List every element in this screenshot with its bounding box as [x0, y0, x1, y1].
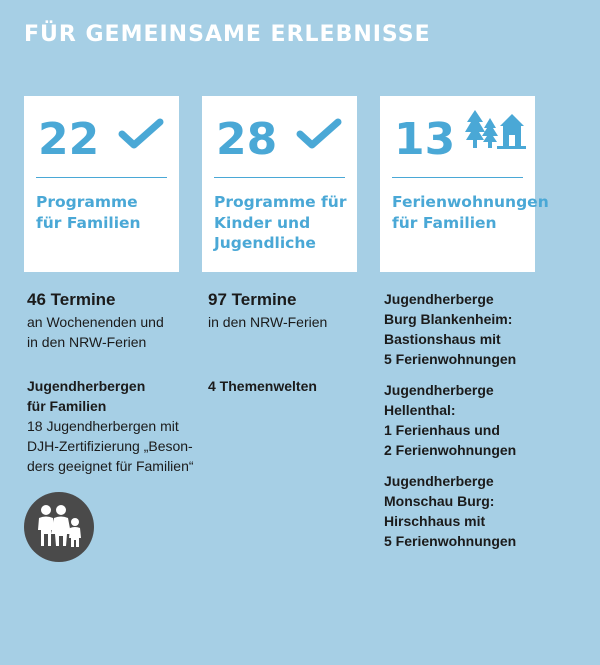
text-line: 2 Ferienwohnungen	[384, 442, 517, 458]
trees-and-house-icon	[464, 108, 526, 150]
card-label-line: für Familien	[36, 213, 141, 232]
card-label-line: Programme	[36, 193, 138, 211]
text-line: ders geeignet für Familien“	[27, 458, 194, 474]
text-line: Jugendherberge	[384, 473, 494, 489]
column-kinder	[208, 289, 378, 396]
text-line: Jugendherberge	[384, 382, 494, 398]
card-kinder-programme	[202, 96, 357, 272]
divider	[36, 177, 167, 178]
termine-text	[27, 312, 202, 352]
termine-heading: 46 Termine	[27, 290, 116, 309]
column-ferienwohnungen	[384, 289, 594, 551]
card-label-line: Jugendliche	[214, 234, 316, 252]
text-line: 18 Jugendherbergen mit	[27, 418, 179, 434]
checkmark-icon	[296, 118, 342, 150]
text-line: Bastionshaus mit	[384, 331, 501, 347]
text-line: Hellenthal:	[384, 402, 456, 418]
column-familien	[27, 289, 202, 476]
card-number: 22	[38, 114, 100, 165]
text-line: DJH-Zertifizierung „Beson-	[27, 438, 193, 454]
page-title: FÜR GEMEINSAME ERLEBNISSE	[24, 22, 431, 47]
text-line: Burg Blankenheim:	[384, 311, 513, 327]
family-icon	[24, 492, 94, 562]
card-label	[214, 192, 354, 254]
entry	[384, 471, 594, 551]
text-line: 5 Ferienwohnungen	[384, 533, 517, 549]
checkmark-icon	[118, 118, 164, 150]
jh-heading	[27, 376, 202, 416]
entry	[384, 380, 594, 460]
themenwelten: 4 Themenwelten	[208, 378, 317, 394]
card-label-line: Kinder und	[214, 213, 311, 232]
card-ferienwohnungen	[380, 96, 549, 272]
text-line: 5 Ferienwohnungen	[384, 351, 517, 367]
card-label	[36, 192, 176, 233]
card-number: 28	[216, 114, 278, 165]
text-line: 1 Ferienhaus und	[384, 422, 500, 438]
text-line: an Wochenenden und	[27, 314, 164, 330]
card-familien-programme	[24, 96, 179, 272]
termine-text: in den NRW-Ferien	[208, 314, 328, 330]
text-line: Hirschhaus mit	[384, 513, 486, 529]
termine-heading: 97 Termine	[208, 290, 297, 309]
card-label-line: für Familien	[392, 213, 497, 232]
card-label-line: Ferienwohnungen	[392, 193, 549, 211]
divider	[214, 177, 345, 178]
card-number: 13	[394, 114, 456, 165]
text-line: Monschau Burg:	[384, 493, 495, 509]
card-label-line: Programme für	[214, 193, 347, 211]
text-line: Jugendherbergen	[27, 378, 146, 394]
card-label	[392, 192, 549, 233]
entry	[384, 289, 594, 369]
text-line: für Familien	[27, 398, 107, 414]
text-line: Jugendherberge	[384, 291, 494, 307]
jh-text	[27, 416, 202, 476]
divider	[392, 177, 523, 178]
text-line: in den NRW-Ferien	[27, 334, 147, 350]
